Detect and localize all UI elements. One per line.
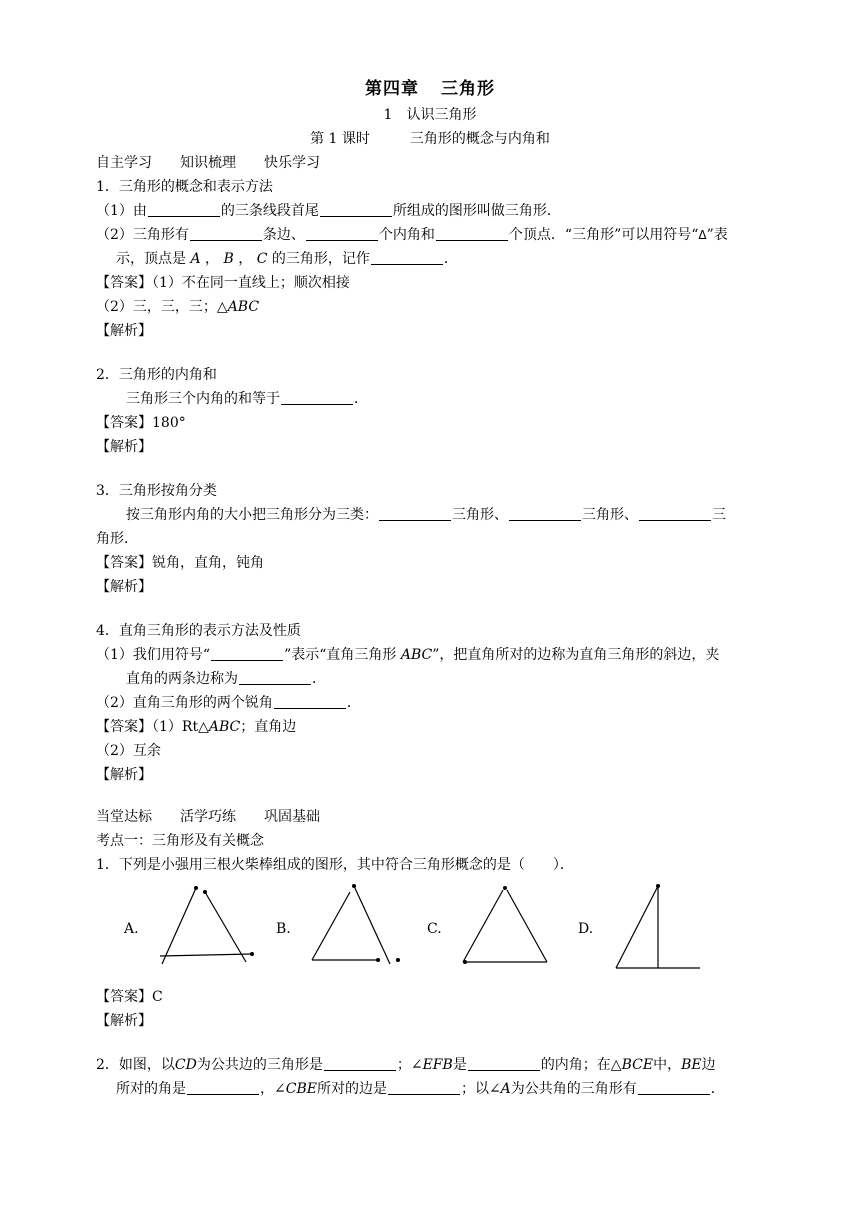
matchstick [507,890,547,962]
heading-item: 巩固基础 [264,809,320,825]
q1-line2 [96,226,728,244]
math-var: BE [681,1057,702,1073]
q3-answer: 【答案】锐角，直角，钝角 [96,555,264,571]
math-var: BCE [621,1057,654,1073]
lesson-title [0,130,860,148]
chapter-title [0,80,860,98]
fill-blank [187,1080,259,1095]
text: （2）直角三角形的两个锐角 [96,695,273,711]
matchstick [616,886,658,968]
math-var: ABC [227,299,260,315]
option-a-label: A. [124,921,139,937]
text: ． [354,391,368,407]
text: 条边、 [262,227,305,243]
fill-blank [638,1080,710,1095]
fill-blank [274,694,346,709]
q1-analysis: 【解析】 [96,323,152,339]
q3-line2: 角形． [96,531,138,547]
math-var: CD [174,1057,197,1073]
option-b-label: B. [276,921,291,937]
text: 三角形三个内角的和等于 [126,391,280,407]
answer-text: （2）三，三，三；△ [96,299,228,315]
q4-line2 [126,670,326,688]
chapter-name: 三角形 [441,79,495,99]
math-var: C [256,251,268,267]
heading-item: 快乐学习 [264,155,320,171]
fill-blank [148,202,220,217]
p2-q2-line1 [96,1056,716,1074]
q2-title: 2．三角形的内角和 [96,367,217,383]
q1-answer1 [96,274,350,292]
fill-blank [509,506,581,521]
figure-c [455,880,565,980]
text: 三角形、 [582,507,638,523]
text: 个内角和 [378,227,435,243]
fill-blank [371,250,443,265]
part2-heading [96,808,320,826]
lesson-number: 第 1 课时 [310,131,370,147]
figure-a [150,880,270,980]
answer-label: 【答案】 [96,275,152,291]
option-d-label: D. [578,921,594,937]
section-title: 1 认识三角形 [383,107,477,123]
text: ． [710,1081,725,1097]
text: 中， [653,1057,682,1073]
lesson-name: 三角形的概念与内角和 [409,131,550,147]
text: 直角的两条边称为 [126,671,238,687]
math-var: ABC [208,719,241,735]
q4-analysis: 【解析】 [96,767,152,783]
text: ”表 [706,227,728,243]
text: 示，顶点是 [116,251,186,267]
math-var: ∠EFB [410,1057,453,1073]
text: 三 [712,507,726,523]
text: ． [443,251,458,267]
q4-line3 [96,694,361,712]
text: 三角形、 [452,507,508,523]
heading-item: 当堂达标 [96,809,152,825]
math-var: ∠CBE [274,1081,317,1097]
text: 的三角形，记作 [271,251,370,267]
matchstick [162,888,196,964]
p2-q1-stem: 1．下列是小强用三根火柴棒组成的图形，其中符合三角形概念的是（ ）． [96,857,574,873]
q1-title: 1．三角形的概念和表示方法 [96,179,273,195]
text: ”，把直角所对的边称为直角三角形的斜边，夹 [432,647,720,663]
fill-blank [639,506,711,521]
text: 所组成的图形叫做三角形． [392,203,561,219]
q1-answer2 [96,298,259,316]
math-var: ABC [400,647,433,663]
fill-blank [281,390,353,405]
fill-blank [388,1080,460,1095]
text: （1）我们用符号“ [96,647,211,663]
fill-blank [306,226,378,241]
text: （1）由 [96,203,147,219]
text: ， [260,1081,274,1097]
matchstick [463,890,503,962]
text: 按三角形内角的大小把三角形分为三类： [126,507,378,523]
fill-blank [190,226,262,241]
q1-line3 [116,250,458,268]
chapter-number: 第四章 [365,79,419,99]
text: ”表示“直角三角形 [284,647,397,663]
q3-body [126,506,726,524]
q1-line1 [96,202,561,220]
p2-q2-line2 [116,1080,725,1098]
triangle-symbol: Δ [698,228,707,242]
answer-text: （1）不在同一直线上；顺次相接 [152,275,350,291]
q3-title: 3．三角形按角分类 [96,483,217,499]
answer-text: 【答案】（1）Rt△ [96,719,209,735]
option-c-label: C. [427,921,442,937]
heading-item: 知识梳理 [180,155,236,171]
answer-text: ；直角边 [240,719,297,735]
fill-blank [320,202,392,217]
text: （2）三角形有 [96,227,189,243]
matchstick [312,892,350,960]
kaodian-title: 考点一：三角形及有关概念 [96,833,264,849]
fill-blank [436,226,508,241]
q4-line1 [96,646,719,664]
figure-b [300,880,410,980]
text: ；以 [460,1081,489,1097]
fill-blank [324,1056,396,1071]
math-var: B [223,251,234,267]
text: ． [312,671,326,687]
heading-item: 活学巧练 [180,809,236,825]
text: ； [396,1057,411,1073]
q4-answer2: （2）互余 [96,743,161,759]
text: 个顶点．“三角形”可以用符号“ [508,227,699,243]
q2-body [126,390,368,408]
matchstick [160,954,252,956]
q2-answer: 【答案】180° [96,415,186,431]
q2-analysis: 【解析】 [96,439,152,455]
text: ， [238,251,253,267]
p2-q1-analysis: 【解析】 [96,1013,152,1029]
q3-analysis: 【解析】 [96,579,152,595]
text: 边 [701,1057,716,1073]
text: ． [346,695,361,711]
heading-item: 自主学习 [96,155,152,171]
figure-d [608,880,708,980]
text: 所对的边是 [316,1081,387,1097]
text: 的内角；在△ [540,1057,622,1073]
matchstick [354,886,390,964]
p2-q1-answer: 【答案】C [96,989,163,1005]
math-var: ∠A [488,1081,511,1097]
fill-blank [468,1056,540,1071]
matchstick [205,892,246,962]
text: 为公共角的三角形有 [510,1081,637,1097]
text: ， [205,251,220,267]
text: 的三条线段首尾 [220,203,319,219]
q4-title: 4．直角三角形的表示方法及性质 [96,623,301,639]
text: 为公共边的三角形是 [196,1057,323,1073]
text: 所对的角是 [116,1081,186,1097]
math-var: A [190,251,201,267]
fill-blank [239,670,311,685]
q4-answer1 [96,718,296,736]
fill-blank [379,506,451,521]
part1-heading [96,154,320,172]
fill-blank [211,646,283,661]
text: 2．如图，以 [96,1057,175,1073]
text: 是 [452,1057,467,1073]
